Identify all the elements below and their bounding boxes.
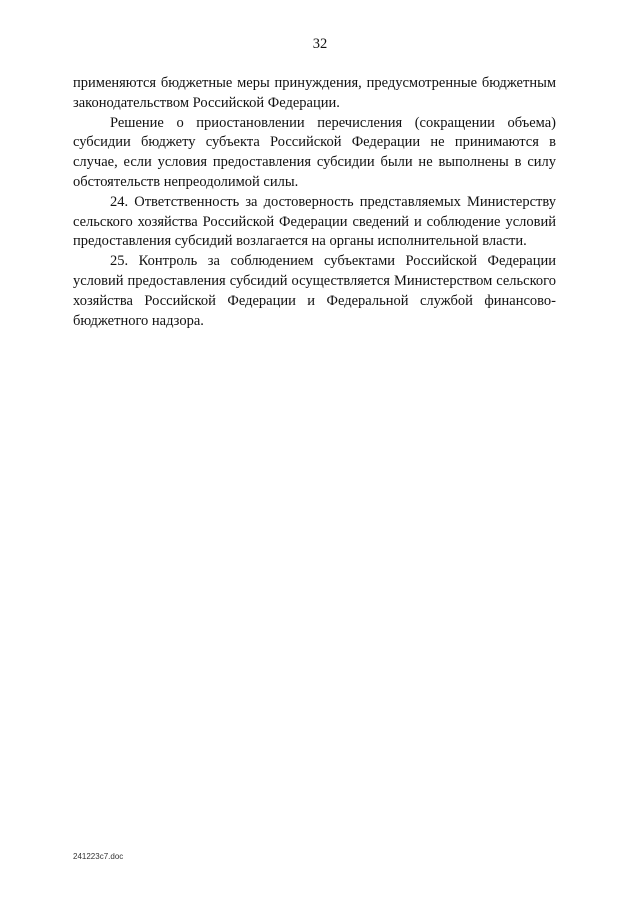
paragraph-suspension-decision: Решение о приостановлении перечисления (сокращении объема) субсидии бюджету субъекта Российской Федерации не принимаются в случае, если условия предоставления субсидии были не выполнены в силу обстоятельств непреодолимой силы. [73, 114, 556, 190]
paragraph-item-24: 24. Ответственность за достоверность представляемых Министерству сельского хозяйства Российской Федерации сведений и соблюдение условий предоставления субсидий возлагается на органы исполнительной власти. [73, 193, 556, 250]
document-body [73, 74, 556, 331]
document-file-id: 241223c7.doc [73, 852, 124, 861]
page-number: 32 [312, 36, 328, 52]
paragraph-continuation: применяются бюджетные меры принуждения, предусмотренные бюджетным законодательством Российской Федерации. [73, 75, 556, 111]
paragraph-item-25: 25. Контроль за соблюдением субъектами Российской Федерации условий предоставления субсидий осуществляется Министерством сельского хозяйства Российской Федерации и Федеральной службой финансово-бюджетного надзора. [73, 253, 556, 329]
